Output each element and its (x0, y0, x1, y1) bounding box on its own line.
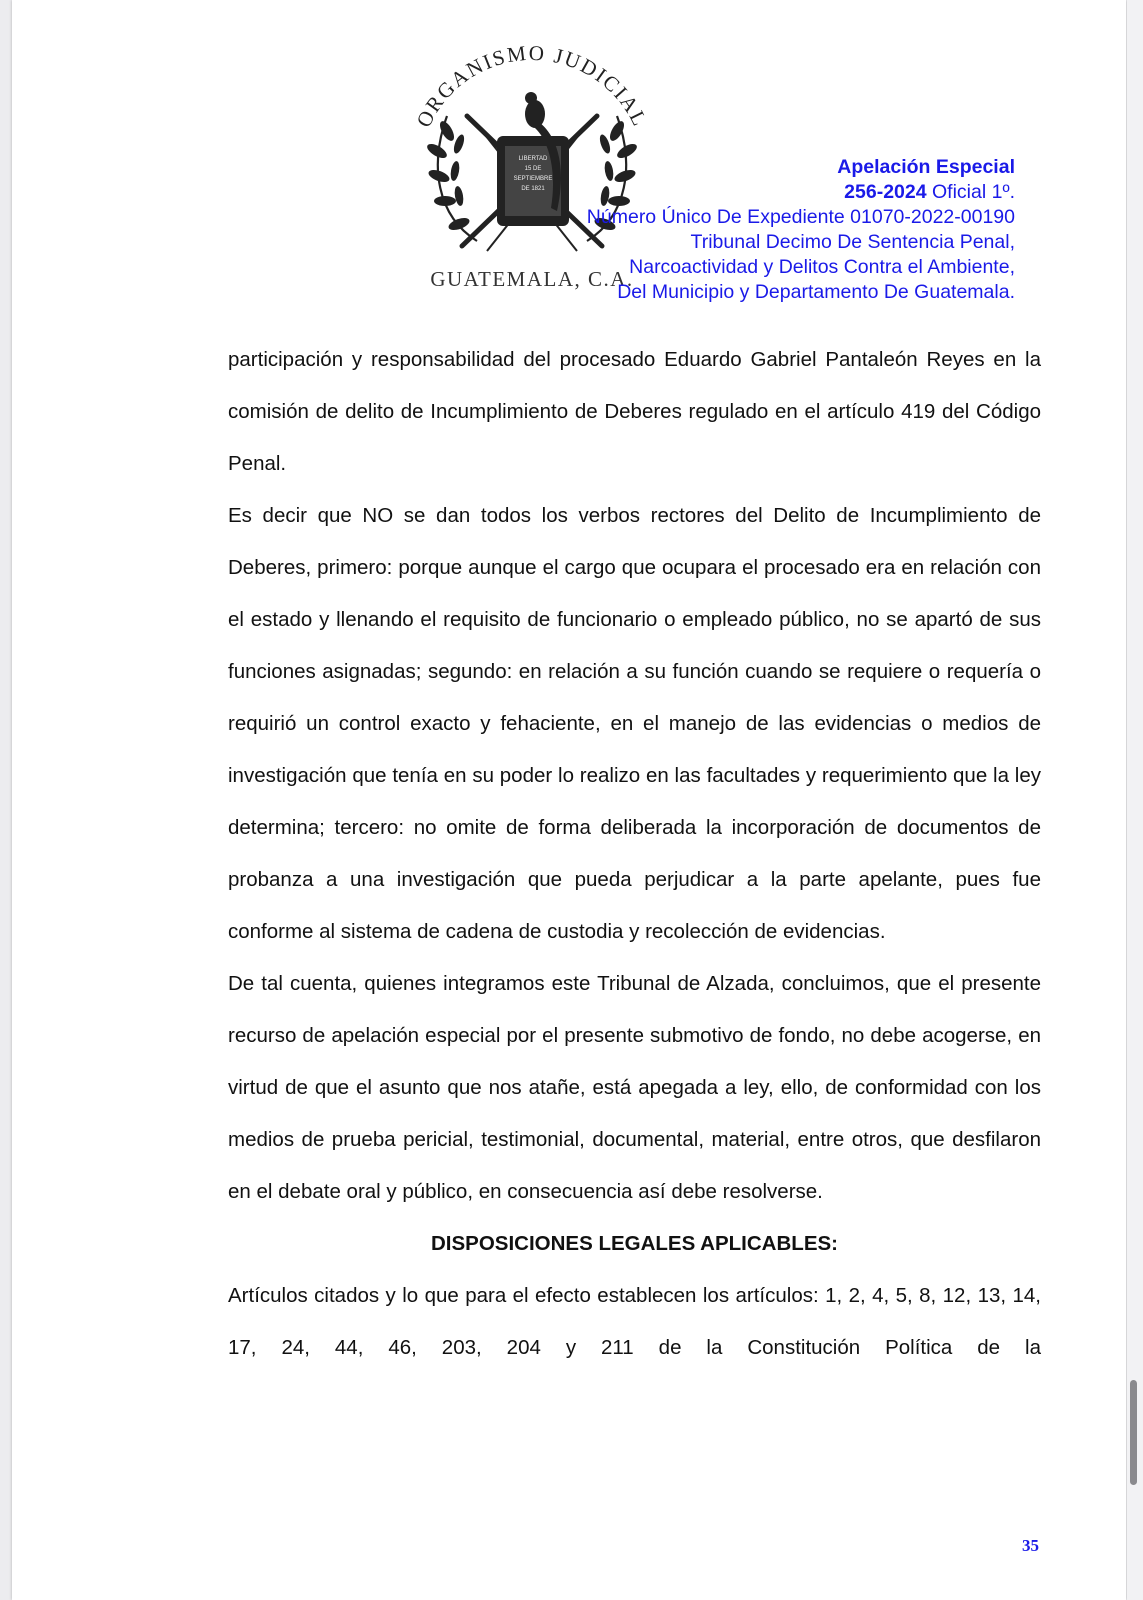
header-case-number: 256-2024 (844, 181, 927, 203)
section-heading: DISPOSICIONES LEGALES APLICABLES: (430, 1232, 838, 1255)
scrollbar-thumb[interactable] (1130, 1380, 1137, 1485)
seal-scroll-line-2: 15 DE (524, 166, 542, 172)
case-header (495, 155, 1015, 305)
body-paragraph-2: Es decir que NO se dan todos los verbos rectores del Delito de Incumplimiento de Deberes, primero: porque aunque el cargo que ocupara el procesado era en relación con el estado y llenando el requisito de funcionario o empleado público, no se apartó de sus funciones asignadas; segundo: en relación a su función cuando se requiere o requería o requirió un control exacto y fehaciente, en el manejo de las evidencias o medios de investigación que tenía en su poder lo realizo en las facultades y requerimiento que la ley determina; tercero: no omite de forma deliberada la incorporación de documentos de probanza a una investigación que pueda perjudicar a la parte apelante, pues fue conforme al sistema de cadena de custodia y recolección de evidencias. (228, 504, 1041, 943)
header-case-line (495, 180, 1015, 205)
header-tribunal-specialty: Narcoactividad y Delitos Contra el Ambiente, (629, 256, 1015, 278)
header-jurisdiction: Del Municipio y Departamento De Guatemala. (617, 281, 1015, 303)
seal-scroll-line-4: DE 1821 (521, 186, 545, 192)
page-number: 35 (1022, 1536, 1039, 1555)
scrollbar[interactable] (1127, 0, 1143, 1600)
document-body (228, 334, 1041, 1374)
body-paragraph-1: participación y responsabilidad del procesado Eduardo Gabriel Pantaleón Reyes en la comisión de delito de Incumplimiento de Deberes regulado en el artículo 419 del Código Penal. (228, 348, 1041, 475)
header-file-number: Número Único De Expediente 01070-2022-00190 (586, 206, 1015, 228)
header-appeal-type: Apelación Especial (837, 156, 1015, 178)
seal-scroll-line-3: SEPTIEMBRE (513, 176, 553, 182)
seal-scroll-line-1: LIBERTAD (518, 156, 548, 162)
seal-arc-text: ORGANISMO JUDICIAL (411, 40, 653, 132)
body-paragraph-3: De tal cuenta, quienes integramos este Tribunal de Alzada, concluimos, que el presente recurso de apelación especial por el presente submotivo de fondo, no debe acogerse, en virtud de que el asunto que nos atañe, está apegada a ley, ello, de conformidad con los medios de prueba pericial, testimonial, documental, material, entre otros, que desfilaron en el debate oral y público, en consecuencia así debe resolverse. (228, 972, 1041, 1203)
header-officer: Oficial 1º. (926, 181, 1015, 203)
document-page (12, 0, 1126, 1600)
header-tribunal: Tribunal Decimo De Sentencia Penal, (690, 231, 1015, 253)
seal-bottom-text: GUATEMALA, C.A. (430, 267, 634, 291)
body-paragraph-4: Artículos citados y lo que para el efecto establecen los artículos: 1, 2, 4, 5, 8, 12, 13, 14, 17, 24, 44, 46, 203, 204 y 211 de la Constitución Política de la (228, 1284, 1041, 1359)
